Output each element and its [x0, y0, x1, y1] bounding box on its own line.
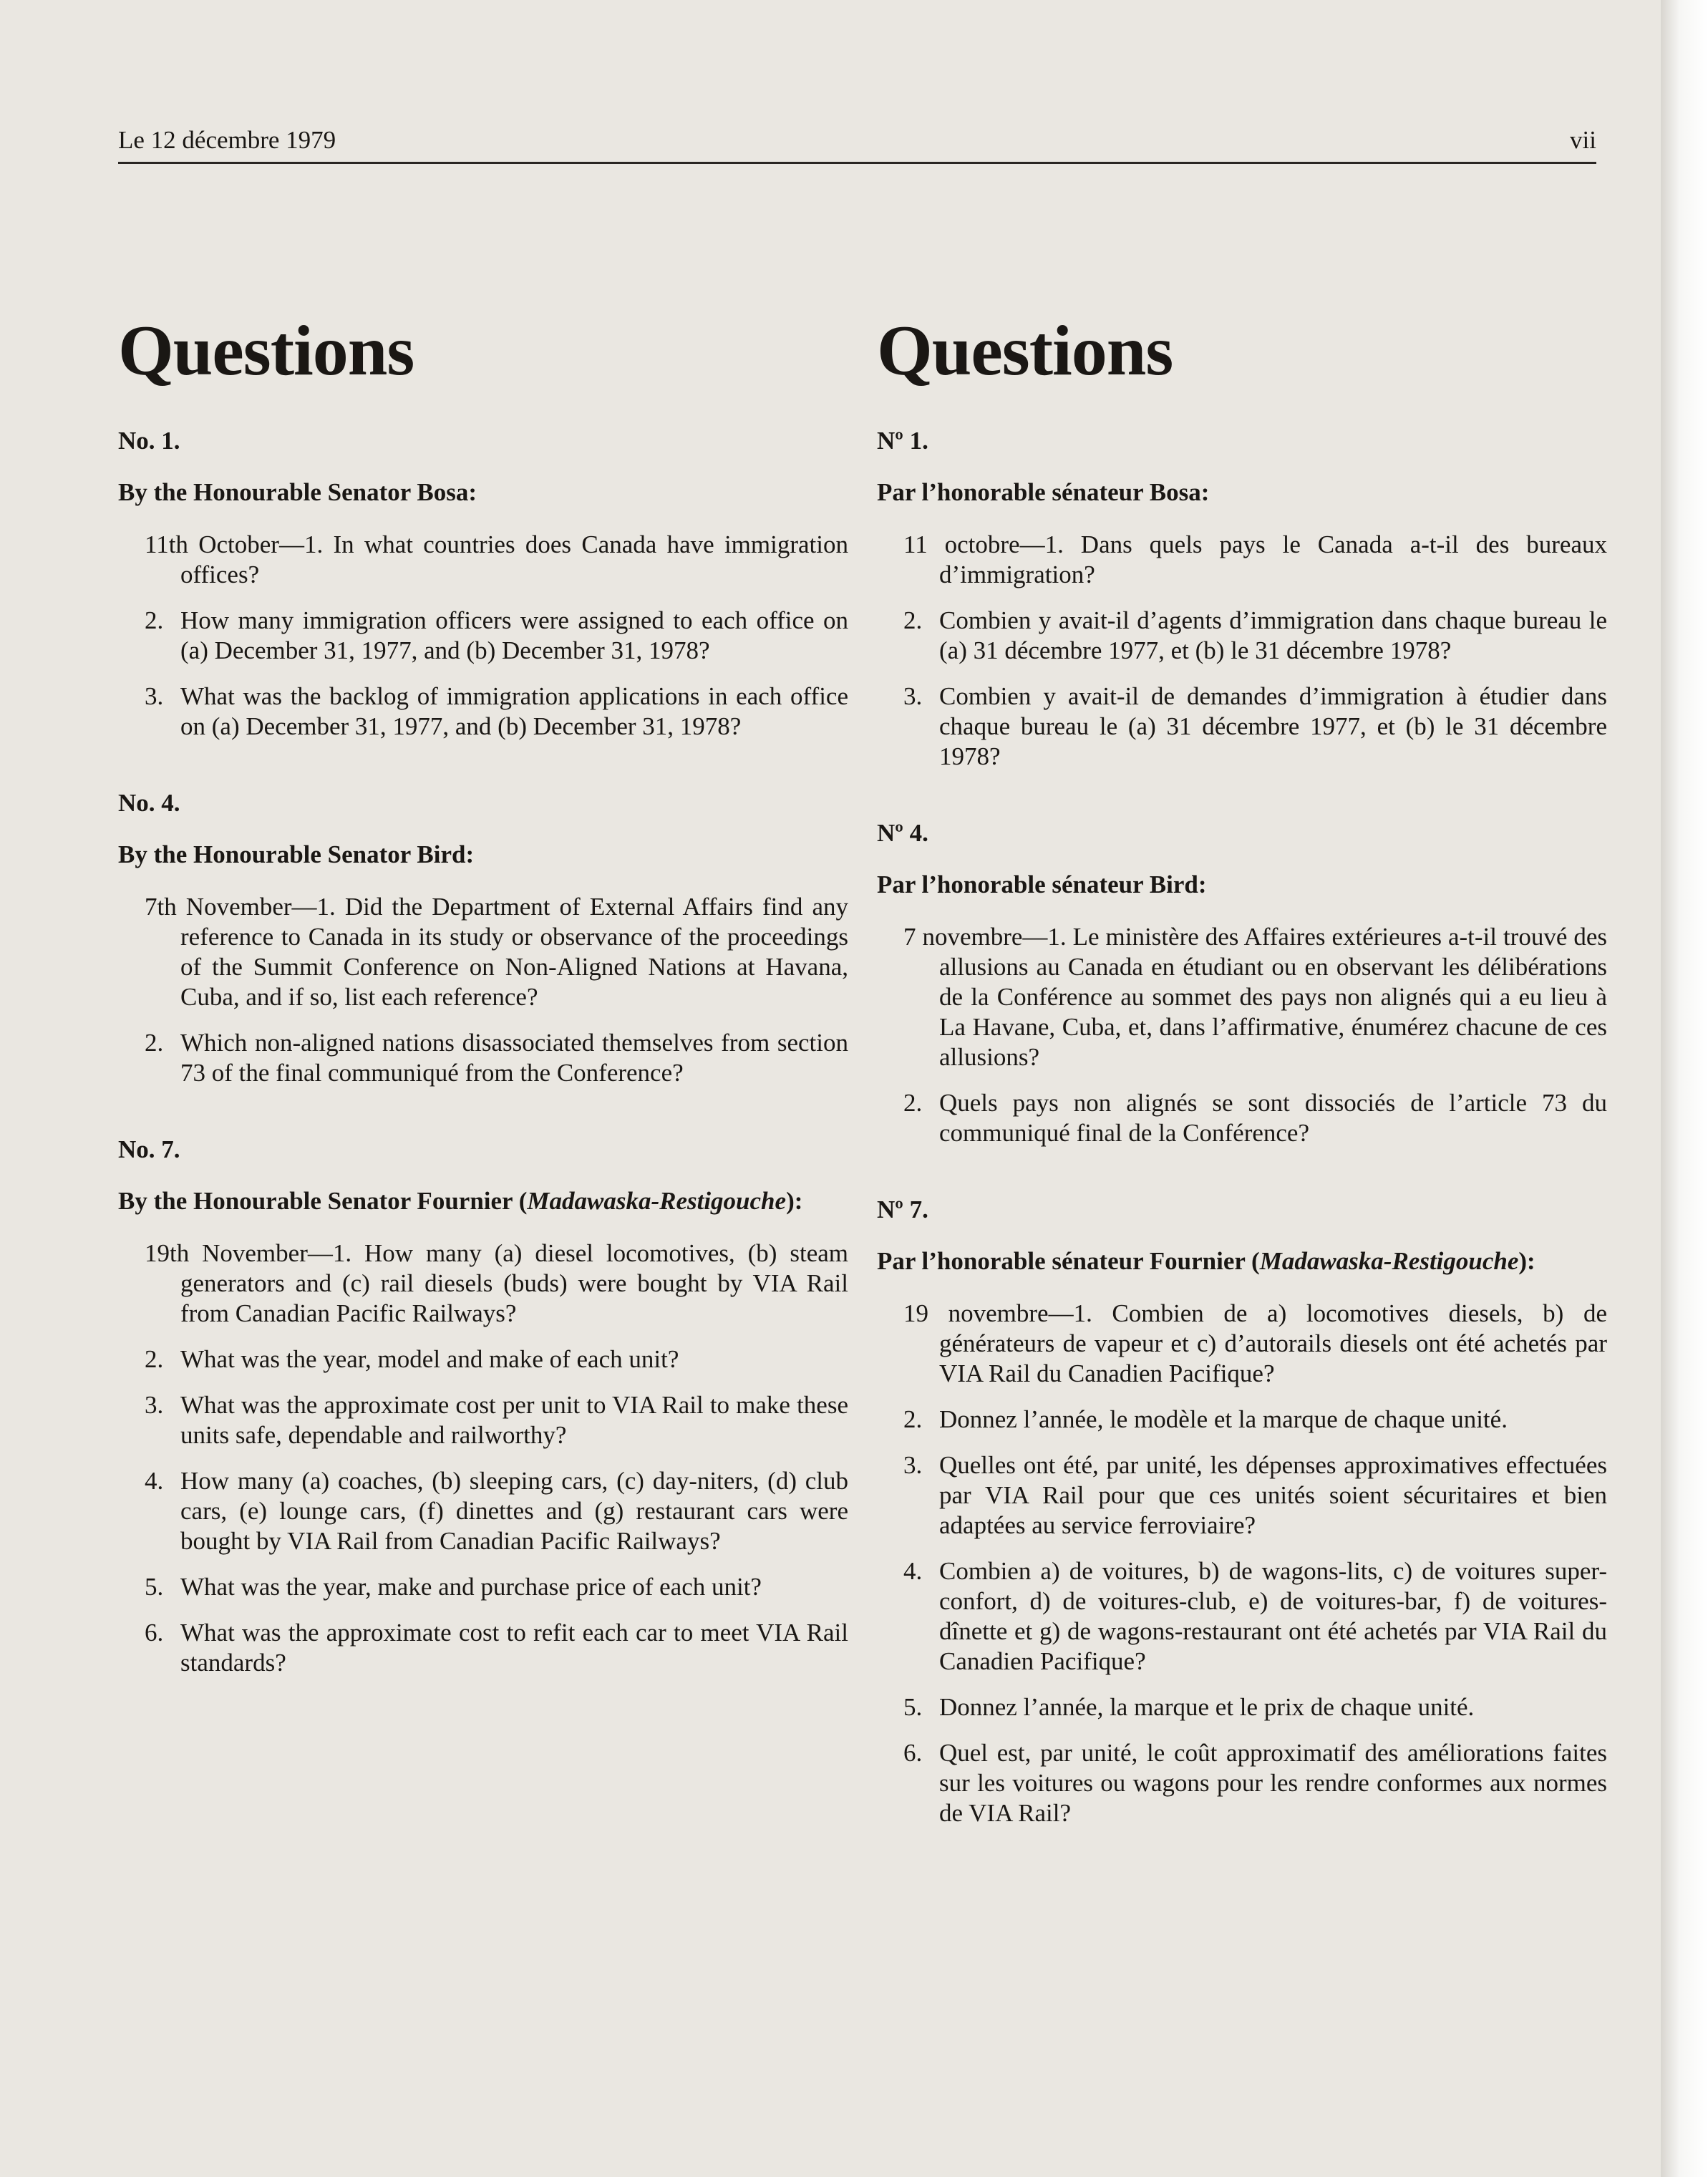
item-number: 2.: [903, 606, 923, 634]
question-author: By the Honourable Senator Bosa:: [118, 478, 477, 506]
item-text: Donnez l’année, la marque et le prix de chaque unité.: [939, 1693, 1475, 1721]
item-number: 2.: [903, 1089, 923, 1117]
author-prefix: By the Honourable Senator Fournier (: [118, 1187, 528, 1215]
question-item: 11th October—1. In what countries does Canada have immigration offices?: [145, 530, 848, 588]
item-number: 4.: [903, 1557, 923, 1585]
question-item: [877, 1088, 1607, 1148]
item-text: What was the approximate cost per unit to VIA Rail to make these units safe, dependable and railworthy?: [180, 1391, 848, 1449]
author-riding: Madawaska-Restigouche: [1259, 1247, 1519, 1275]
question-author: [118, 1186, 848, 1217]
item-text: Combien y avait-il d’agents d’immigration dans chaque bureau le (a) 31 décembre 1977, et (b) le 31 décembre 1978?: [939, 606, 1607, 664]
item-text: What was the year, make and purchase price of each unit?: [180, 1573, 762, 1601]
author-suffix: ):: [1518, 1247, 1535, 1275]
section-heading: Questions: [877, 311, 1173, 390]
question-author: Par l’honorable sénateur Bird:: [877, 871, 1207, 898]
page-header: [118, 122, 1596, 164]
question-item: [118, 606, 848, 666]
page-edge: [1661, 0, 1708, 2177]
question-author: [877, 1246, 1607, 1277]
author-riding: Madawaska-Restigouche: [527, 1187, 787, 1215]
question-number: No. 1.: [118, 427, 180, 455]
author-suffix: ):: [786, 1187, 803, 1215]
item-number: 3.: [145, 1391, 164, 1419]
item-number: 2.: [145, 1029, 164, 1057]
item-text: Quelles ont été, par unité, les dépenses approximatives effectuées par VIA Rail pour que ces unités soient sécuritaires et bien adaptées au service ferroviaire?: [939, 1451, 1607, 1539]
question-author: By the Honourable Senator Bird:: [118, 840, 475, 868]
question-item: [118, 1344, 848, 1374]
question-number: Nº 1.: [877, 427, 928, 455]
item-text: Quel est, par unité, le coût approximatif des améliorations faites sur les voitures ou wagons pour les rendre conformes aux normes de VIA Rail?: [939, 1739, 1607, 1827]
question-item: [877, 1556, 1607, 1677]
question-block: [877, 1194, 1607, 1828]
item-number: 5.: [145, 1573, 164, 1601]
author-prefix: Par l’honorable sénateur Fournier (: [877, 1247, 1260, 1275]
page-number: vii: [1570, 126, 1596, 154]
item-number: 5.: [903, 1693, 923, 1721]
item-text: What was the year, model and make of each unit?: [180, 1345, 679, 1373]
question-item: [877, 1405, 1607, 1435]
item-text: Combien y avait-il de demandes d’immigration à étudier dans chaque bureau le (a) 31 décembre 1977, et (b) le 31 décembre 1978?: [939, 682, 1607, 770]
item-number: 6.: [903, 1739, 923, 1767]
question-item: 11 octobre—1. Dans quels pays le Canada a-t-il des bureaux d’immigration?: [903, 530, 1607, 588]
question-item: [877, 682, 1607, 772]
question-number: Nº 7.: [877, 1196, 928, 1223]
question-item: [877, 1738, 1607, 1828]
item-number: 2.: [145, 606, 164, 634]
question-item: [118, 1028, 848, 1088]
question-item: [118, 682, 848, 742]
french-column: [877, 308, 1607, 1874]
item-number: 3.: [903, 1451, 923, 1479]
question-block: [877, 818, 1607, 1148]
question-item: [877, 1692, 1607, 1722]
question-item: 19 novembre—1. Combien de a) locomotives diesels, b) de générateurs de vapeur et c) d’autorails diesels ont été achetés par VIA Rail du Canadien Pacifique?: [903, 1299, 1607, 1387]
item-number: 3.: [145, 682, 164, 710]
section-heading: Questions: [118, 311, 414, 390]
question-item: [118, 1390, 848, 1450]
item-number: 4.: [145, 1467, 164, 1495]
question-item: [118, 1466, 848, 1556]
question-item: [118, 1618, 848, 1678]
question-item: 19th November—1. How many (a) diesel locomotives, (b) steam generators and (c) rail diesels (buds) were bought by VIA Rail from Canadian Pacific Railways?: [145, 1239, 848, 1327]
question-item: 7th November—1. Did the Department of External Affairs find any reference to Canada in its study or observance of the proceedings of the Summit Conference on Non-Aligned Nations at Havana, Cuba, and if so, list each reference?: [145, 893, 848, 1011]
question-number: No. 4.: [118, 789, 180, 817]
question-item: [877, 606, 1607, 666]
item-number: 6.: [145, 1619, 164, 1647]
item-text: Donnez l’année, le modèle et la marque de chaque unité.: [939, 1405, 1508, 1433]
item-text: What was the approximate cost to refit each car to meet VIA Rail standards?: [180, 1619, 848, 1677]
item-text: What was the backlog of immigration applications in each office on (a) December 31, 1977, and (b) December 31, 1978?: [180, 682, 848, 740]
item-text: How many (a) coaches, (b) sleeping cars, (c) day-niters, (d) club cars, (e) lounge cars, (f) dinettes and (g) restaurant cars were bought by VIA Rail from Canadian Pacific Railways?: [180, 1467, 848, 1555]
item-text: Combien a) de voitures, b) de wagons-lits, c) de voitures super-confort, d) de voitures-club, e) de voitures-bar, f) de voitures-dînette et g) de wagons-restaurant ont été achetés par VIA Rail du Canadien Pacifique?: [939, 1557, 1607, 1675]
item-text: Which non-aligned nations disassociated themselves from section 73 of the final communiqué from the Conference?: [180, 1029, 848, 1087]
question-number: No. 7.: [118, 1135, 180, 1163]
question-block: [877, 425, 1607, 772]
question-item: 7 novembre—1. Le ministère des Affaires extérieures a-t-il trouvé des allusions au Canada en étudiant ou en observant les délibérations de la Conférence au sommet des pays non alignés qui a eu lieu à La Havane, Cuba, et, dans l’affirmative, énumérez chacune de ces allusions?: [903, 923, 1607, 1071]
question-author: Par l’honorable sénateur Bosa:: [877, 478, 1210, 506]
running-head: Le 12 décembre 1979: [118, 126, 336, 154]
question-block: [118, 787, 848, 1088]
item-text: How many immigration officers were assigned to each office on (a) December 31, 1977, and (b) December 31, 1978?: [180, 606, 848, 664]
question-item: [877, 1450, 1607, 1541]
item-text: Quels pays non alignés se sont dissociés de l’article 73 du communiqué final de la Conférence?: [939, 1089, 1607, 1147]
item-number: 3.: [903, 682, 923, 710]
question-block: [118, 1134, 848, 1678]
question-item: [118, 1572, 848, 1602]
english-column: [118, 308, 848, 1724]
item-number: 2.: [903, 1405, 923, 1433]
question-block: [118, 425, 848, 742]
question-number: Nº 4.: [877, 819, 928, 847]
item-number: 2.: [145, 1345, 164, 1373]
